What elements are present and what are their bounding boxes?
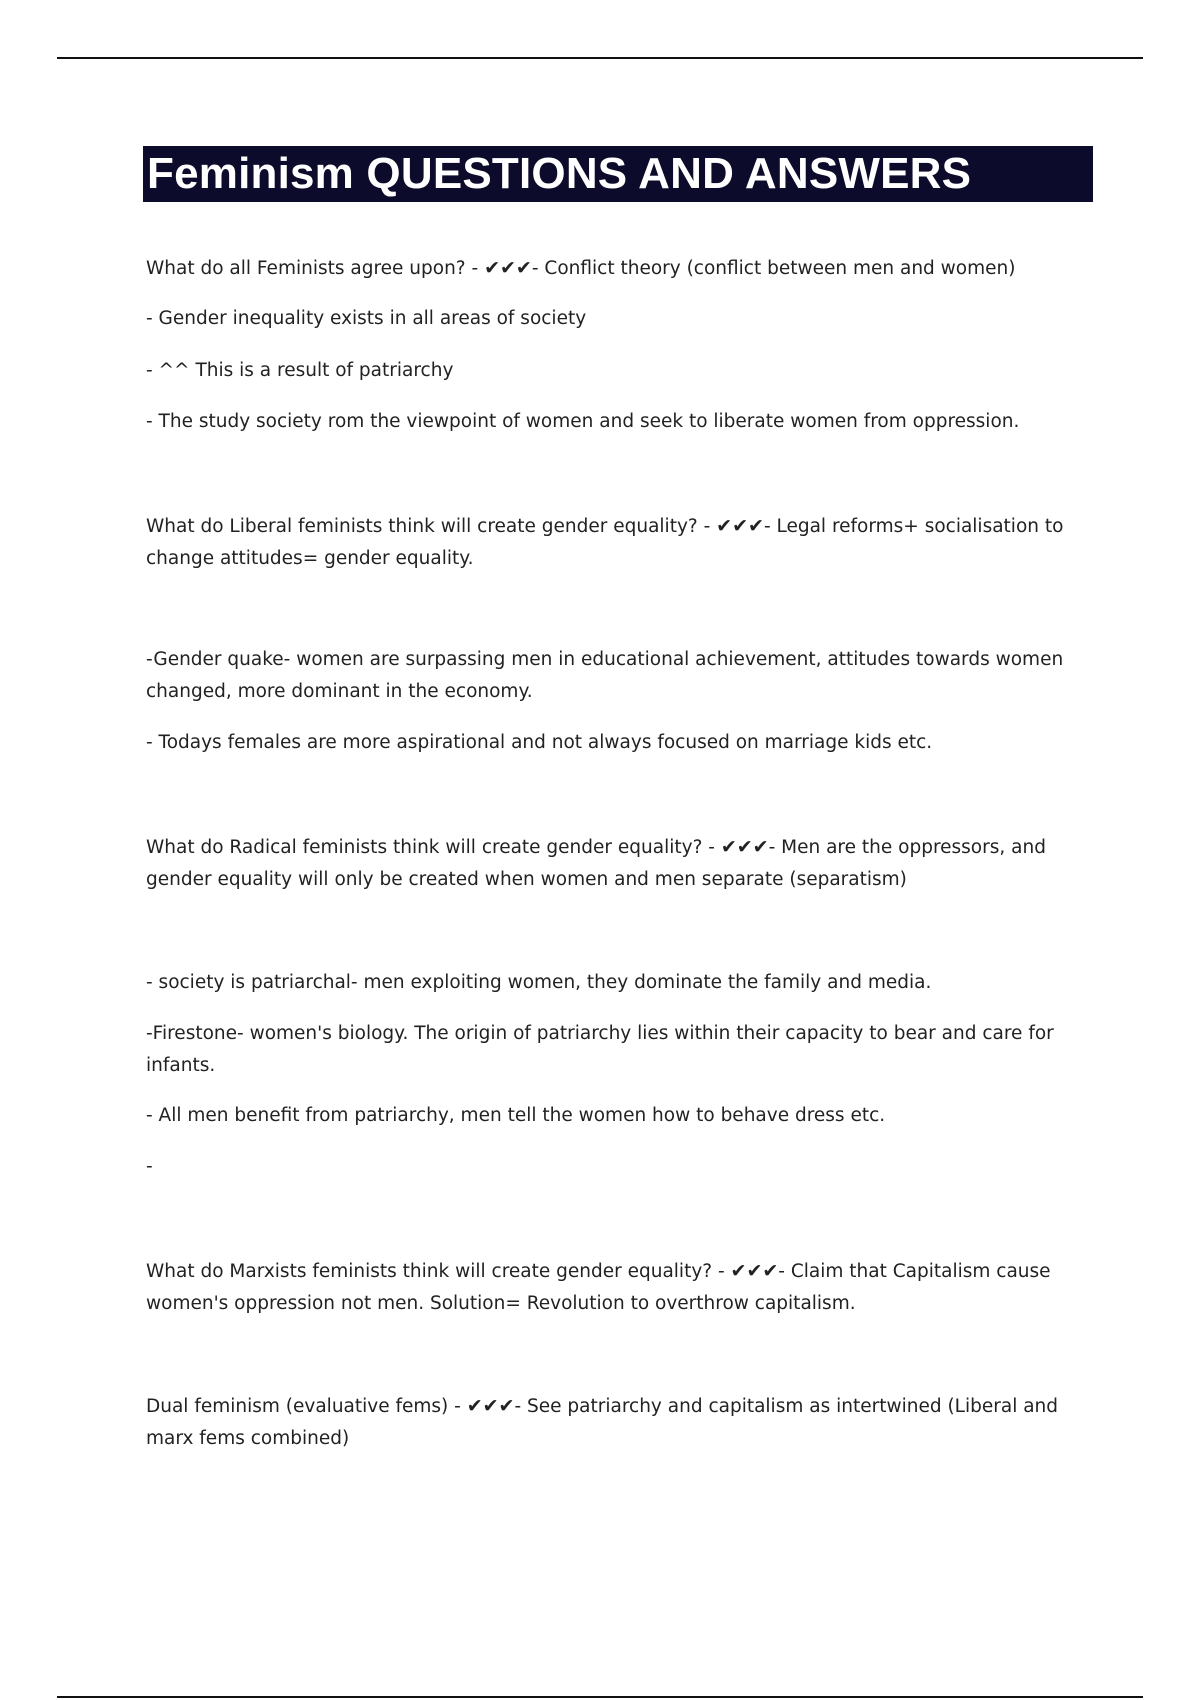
question-paragraph <box>146 510 1066 575</box>
answer-text: - Men are the oppressors, and gender equality will only be created when women and men separate (separatism) <box>146 837 1046 890</box>
question-text: What do Radical feminists think will create gender equality? - <box>146 837 721 858</box>
answer-text: - Claim that Capitalism cause women's oppression not men. Solution= Revolution to overthrow capitalism. <box>146 1261 1051 1314</box>
question-text: Dual feminism (evaluative fems) - <box>146 1396 467 1417</box>
answer-paragraph: -Gender quake- women are surpassing men in educational achievement, attitudes towards women changed, more dominant in the economy. <box>146 649 1064 702</box>
answer-paragraph: - All men benefit from patriarchy, men tell the women how to behave dress etc. <box>146 1105 886 1126</box>
header-rule <box>57 57 1143 59</box>
question-paragraph <box>146 252 1066 285</box>
question-paragraph <box>146 1255 1066 1320</box>
checkmark-icon: ✔✔✔ <box>466 1395 515 1417</box>
title-banner <box>143 146 1093 202</box>
question-text: What do Liberal feminists think will create gender equality? - <box>146 516 717 537</box>
answer-paragraph: - The study society rom the viewpoint of women and seek to liberate women from oppression. <box>146 411 1020 432</box>
answer-paragraph: -Firestone- women's biology. The origin of patriarchy lies within their capacity to bear and care for infants. <box>146 1023 1054 1076</box>
answer-paragraph: - society is patriarchal- men exploiting women, they dominate the family and media. <box>146 972 932 993</box>
checkmark-icon: ✔✔✔ <box>720 836 769 858</box>
footer-rule <box>57 1696 1143 1698</box>
checkmark-icon: ✔✔✔ <box>730 1260 779 1282</box>
answer-text: - Conflict theory (conflict between men and women) <box>531 258 1016 279</box>
answer-paragraph: - <box>146 1156 153 1177</box>
answer-text: - Legal reforms+ socialisation to change attitudes= gender equality. <box>146 516 1064 569</box>
question-text: What do all Feminists agree upon? - <box>146 258 485 279</box>
answer-paragraph: - Todays females are more aspirational and not always focused on marriage kids etc. <box>146 732 933 753</box>
question-paragraph <box>146 831 1066 896</box>
checkmark-icon: ✔✔✔ <box>484 257 532 279</box>
answer-paragraph: - Gender inequality exists in all areas of society <box>146 308 587 329</box>
checkmark-icon: ✔✔✔ <box>716 515 764 537</box>
question-paragraph <box>146 1390 1066 1455</box>
answer-text: - See patriarchy and capitalism as intertwined (Liberal and marx fems combined) <box>146 1396 1059 1449</box>
question-text: What do Marxists feminists think will create gender equality? - <box>146 1261 731 1282</box>
page-title: Feminism QUESTIONS AND ANSWERS <box>147 149 972 198</box>
answer-paragraph: - ^^ This is a result of patriarchy <box>146 360 454 381</box>
